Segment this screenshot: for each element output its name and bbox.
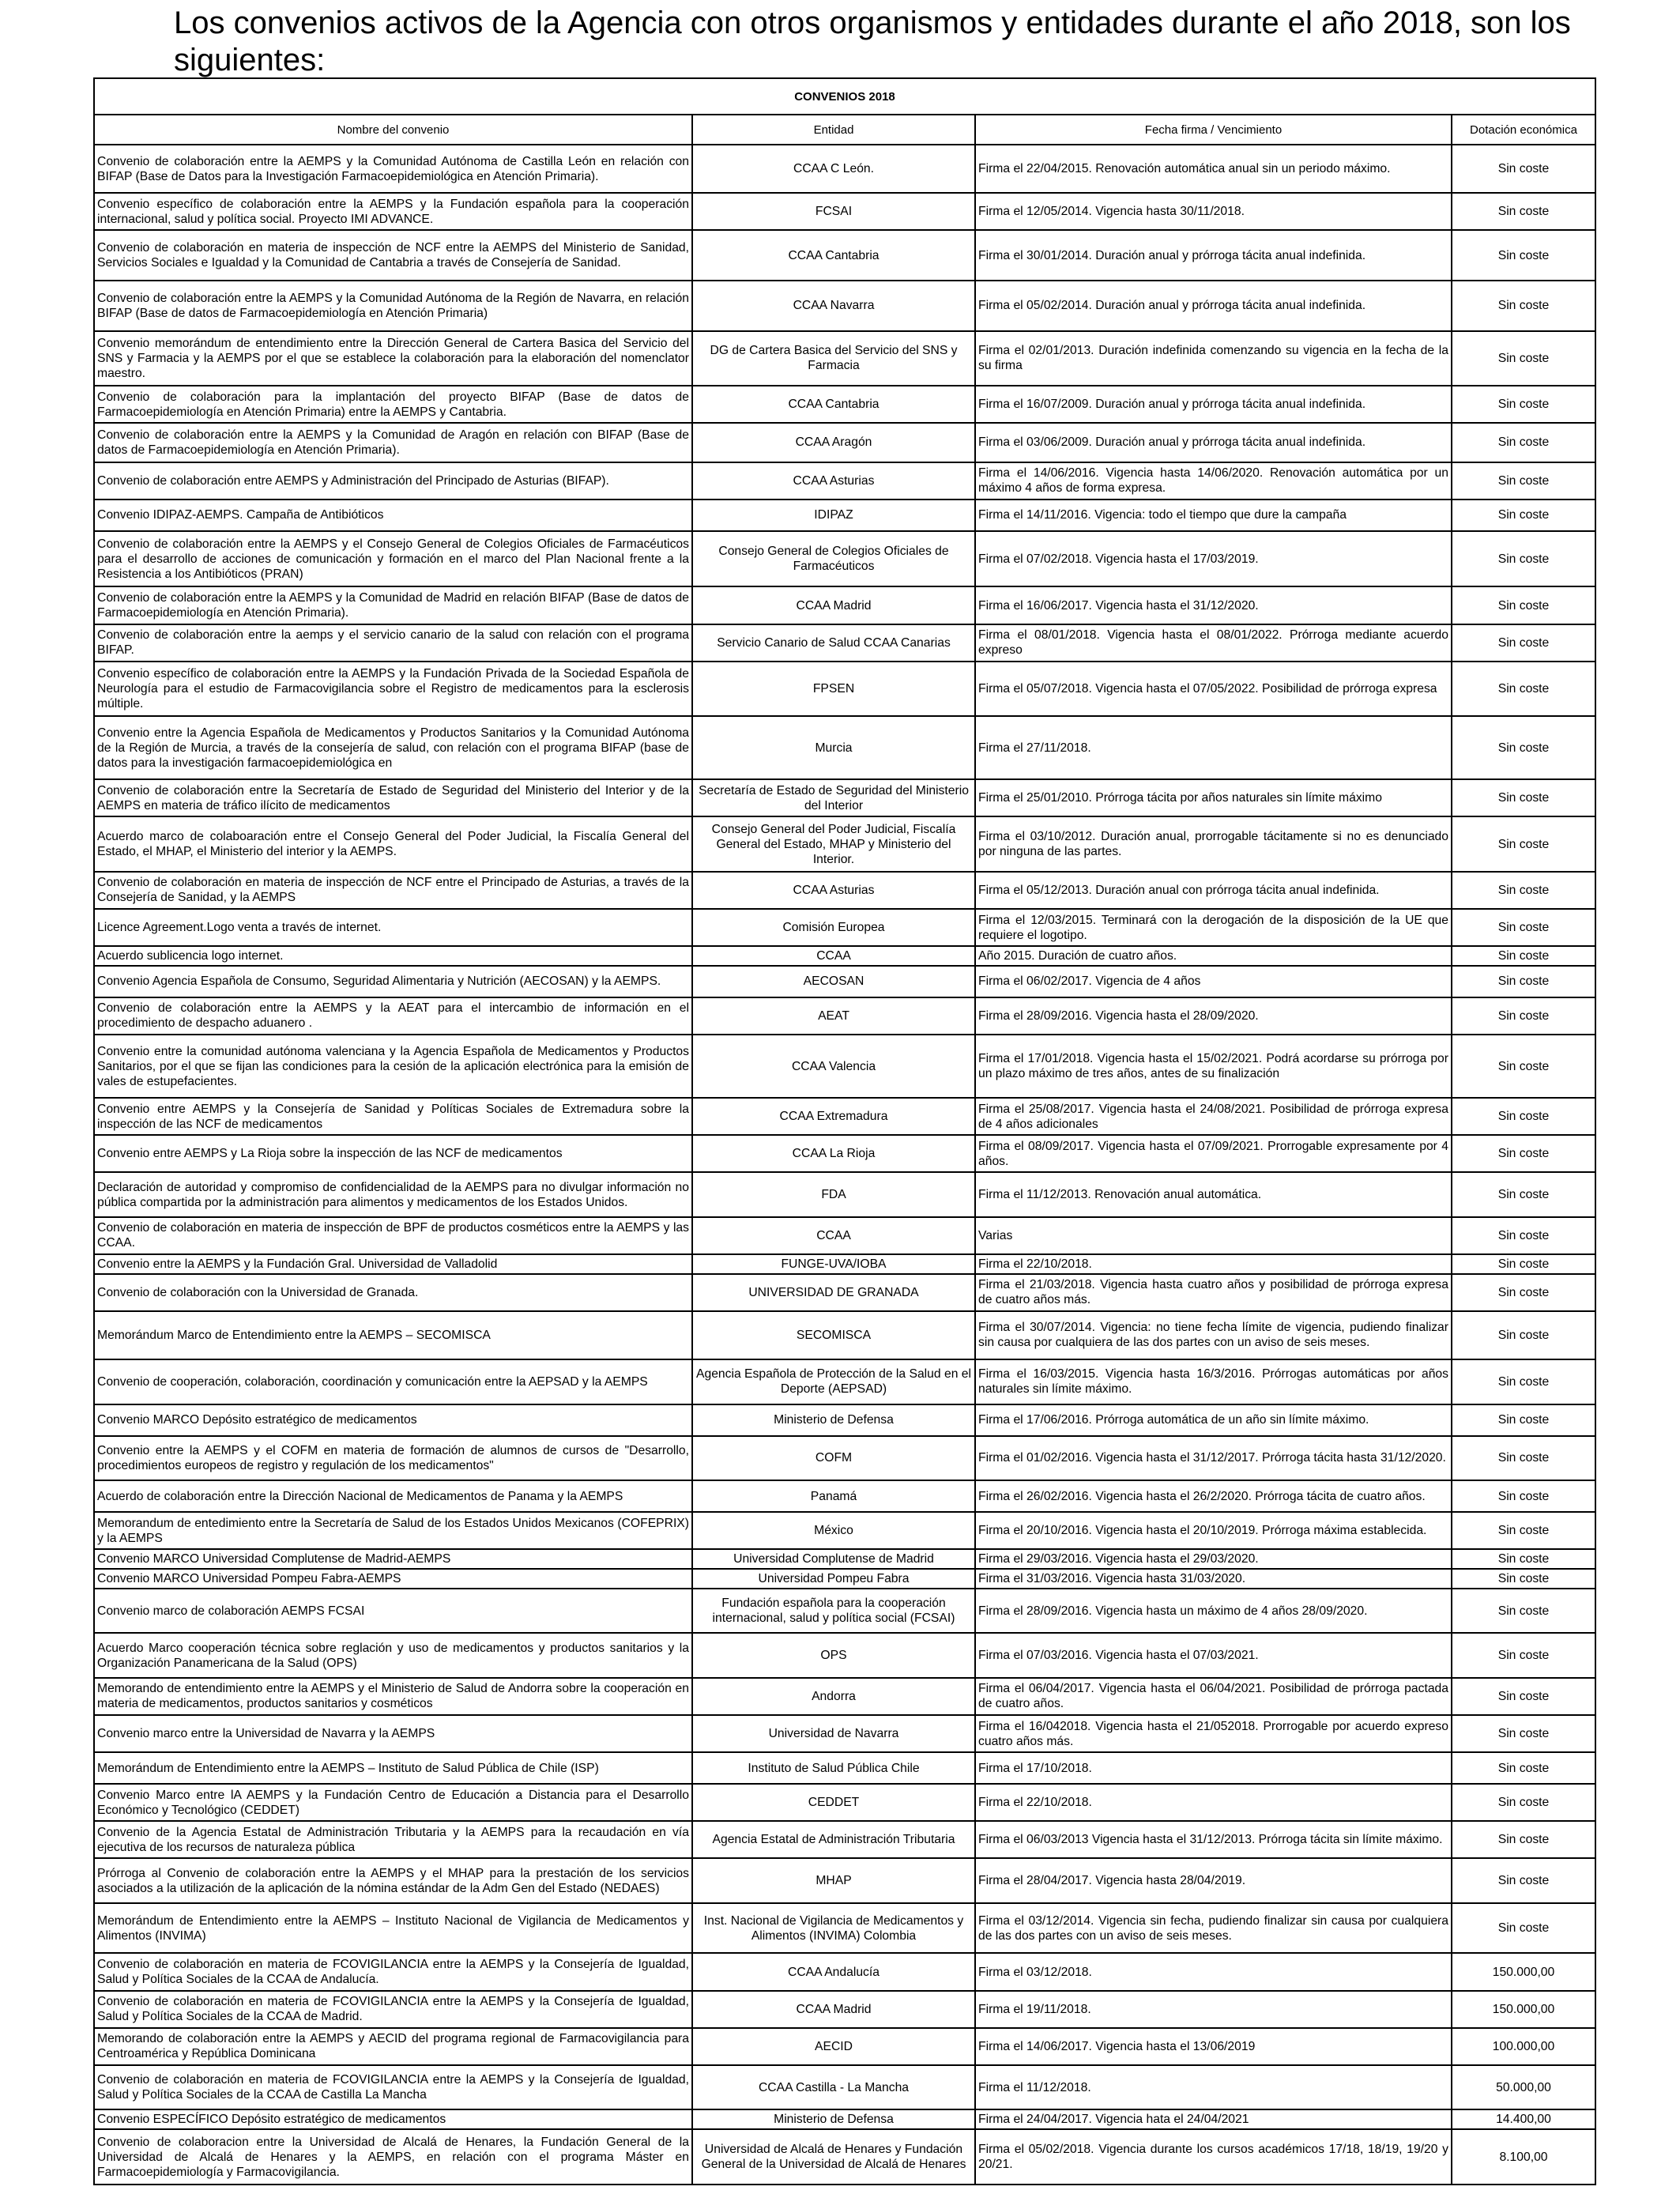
cell-convenio: Convenio de colaboración entre la aemps y el servicio canario de la salud con relación con el programa BIFAP. [94,624,692,662]
cell-convenio: Convenio de colaboración entre la Secretaría de Estado de Seguridad del Ministerio del Interior y de la AEMPS en materia de tráfico ilícito de medicamentos [94,779,692,816]
cell-dotacion: Sin coste [1452,1135,1595,1172]
cell-entidad: FDA [692,1172,975,1217]
cell-dotacion: Sin coste [1452,281,1595,331]
table-row [94,624,1595,662]
cell-entidad: CCAA La Rioja [692,1135,975,1172]
cell-entidad: OPS [692,1633,975,1678]
cell-fecha: Firma el 06/04/2017. Vigencia hasta el 06/04/2021. Posibilidad de prórroga pactada de cuatro años. [975,1678,1452,1715]
cell-entidad: COFM [692,1436,975,1481]
cell-entidad: CCAA C León. [692,145,975,193]
cell-convenio: Convenio marco de colaboración AEMPS FCSAI [94,1589,692,1634]
table-row [94,586,1595,624]
cell-convenio: Acuerdo marco de colaboaración entre el Consejo General del Poder Judicial, la Fiscalía General del Estado, el MHAP, el Ministerio del interior y la AEMPS. [94,816,692,872]
cell-convenio: Convenio Marco entre lA AEMPS y la Fundación Centro de Educación a Distancia para el Desarrollo Económico y Tecnológico (CEDDET) [94,1784,692,1821]
cell-dotacion: 150.000,00 [1452,1953,1595,1990]
cell-convenio: Convenio marco entre la Universidad de Navarra y la AEMPS [94,1715,692,1752]
cell-entidad: UNIVERSIDAD DE GRANADA [692,1274,975,1311]
cell-entidad: Consejo General del Poder Judicial, Fiscalía General del Estado, MHAP y Ministerio del Interior. [692,816,975,872]
table-row [94,1436,1595,1481]
cell-convenio: Convenio entre la AEMPS y el COFM en materia de formación de alumnos de cursos de "Desarrollo, procedimientos europeos de registro y regulación de los medicamentos" [94,1436,692,1481]
cell-dotacion: Sin coste [1452,1715,1595,1752]
cell-convenio: Convenio de colaboración entre AEMPS y Administración del Principado de Asturias (BIFAP). [94,462,692,499]
cell-entidad: CCAA [692,1217,975,1254]
table-row [94,966,1595,997]
cell-fecha: Firma el 30/07/2014. Vigencia: no tiene fecha límite de vigencia, pudiendo finalizar sin causa por cualquiera de las dos partes con un aviso de seis meses. [975,1311,1452,1359]
cell-dotacion: Sin coste [1452,531,1595,587]
cell-dotacion: Sin coste [1452,909,1595,946]
table-row [94,499,1595,531]
cell-entidad: DG de Cartera Basica del Servicio del SNS y Farmacia [692,331,975,386]
cell-dotacion: Sin coste [1452,1436,1595,1481]
cell-entidad: Universidad Pompeu Fabra [692,1569,975,1589]
cell-convenio: Convenio de cooperación, colaboración, coordinación y comunicación entre la AEPSAD y la AEMPS [94,1359,692,1404]
cell-convenio: Convenio de colaboración con la Universidad de Granada. [94,1274,692,1311]
cell-convenio: Memorando de colaboración entre la AEMPS y AECID del programa regional de Farmacovigilancia para Centroamérica y República Dominicana [94,2028,692,2065]
cell-dotacion: Sin coste [1452,586,1595,624]
cell-convenio: Convenio MARCO Universidad Complutense de Madrid-AEMPS [94,1549,692,1569]
cell-fecha: Firma el 26/02/2016. Vigencia hasta el 26/2/2020. Prórroga tácita de cuatro años. [975,1480,1452,1512]
header-fecha: Fecha firma / Vencimiento [975,115,1452,145]
cell-convenio: Convenio de colaboración entre la AEMPS y la Comunidad de Madrid en relación BIFAP (Base de datos de Farmacoepidemiología en Atención Primaria). [94,586,692,624]
cell-dotacion: Sin coste [1452,1359,1595,1404]
table-row [94,1135,1595,1172]
table-title: CONVENIOS 2018 [94,78,1595,115]
agreements-table [93,77,1596,2185]
cell-fecha: Firma el 05/12/2013. Duración anual con prórroga tácita anual indefinida. [975,872,1452,909]
cell-dotacion: Sin coste [1452,462,1595,499]
cell-dotacion: Sin coste [1452,145,1595,193]
cell-dotacion: Sin coste [1452,946,1595,966]
cell-convenio: Memorándum de Entendimiento entre la AEMPS – Instituto de Salud Pública de Chile (ISP) [94,1752,692,1784]
cell-convenio: Memorándum de Entendimiento entre la AEMPS – Instituto Nacional de Vigilancia de Medicamentos y Alimentos (INVIMA) [94,1903,692,1954]
intro-text: Los convenios activos de la Agencia con otros organismos y entidades durante el año 2018, son los siguientes: [174,6,1571,77]
table-row [94,1991,1595,2028]
table-row [94,1172,1595,1217]
cell-fecha: Firma el 28/09/2016. Vigencia hasta el 28/09/2020. [975,997,1452,1035]
cell-convenio: Convenio IDIPAZ-AEMPS. Campaña de Antibióticos [94,499,692,531]
cell-entidad: CCAA Andalucía [692,1953,975,1990]
table-row [94,2028,1595,2065]
cell-fecha: Firma el 12/03/2015. Terminará con la derogación de la disposición de la UE que requiere el logotipo. [975,909,1452,946]
cell-convenio: Convenio entre la Agencia Española de Medicamentos y Productos Sanitarios y la Comunidad Autónoma de la Región de Murcia, a través de la consejería de salud, con relación con el programa BIFAP (base de datos para la investigación farmacoepidemiológica en [94,716,692,779]
cell-convenio: Convenio de colaboración en materia de inspección de NCF entre la AEMPS del Ministerio de Sanidad, Servicios Sociales e Igualdad y la Comunidad de Cantabria a través de Consejería de Sanidad. [94,230,692,281]
cell-dotacion: Sin coste [1452,1589,1595,1634]
table-row [94,1821,1595,1858]
cell-fecha: Varias [975,1217,1452,1254]
cell-fecha: Firma el 06/03/2013 Vigencia hasta el 31/12/2013. Prórroga tácita sin límite máximo. [975,1821,1452,1858]
table-row [94,2129,1595,2185]
cell-entidad: Fundación española para la cooperación internacional, salud y política social (FCSAI) [692,1589,975,1634]
cell-fecha: Firma el 27/11/2018. [975,716,1452,779]
table-row [94,1512,1595,1549]
cell-dotacion: Sin coste [1452,1678,1595,1715]
cell-entidad: Comisión Europea [692,909,975,946]
header-convenio: Nombre del convenio [94,115,692,145]
cell-entidad: Instituto de Salud Pública Chile [692,1752,975,1784]
table-row [94,531,1595,587]
cell-fecha: Firma el 16/06/2017. Vigencia hasta el 31/12/2020. [975,586,1452,624]
table-row [94,1549,1595,1569]
table-row [94,997,1595,1035]
table-row [94,1953,1595,1990]
cell-dotacion: 14.400,00 [1452,2109,1595,2129]
cell-entidad: Agencia Estatal de Administración Tributaria [692,1821,975,1858]
table-row [94,281,1595,331]
cell-entidad: IDIPAZ [692,499,975,531]
cell-dotacion: Sin coste [1452,1172,1595,1217]
cell-fecha: Año 2015. Duración de cuatro años. [975,946,1452,966]
cell-dotacion: Sin coste [1452,1633,1595,1678]
cell-convenio: Convenio de colaboración en materia de inspección de BPF de productos cosméticos entre la AEMPS y las CCAA. [94,1217,692,1254]
table-row [94,1752,1595,1784]
cell-dotacion: Sin coste [1452,193,1595,230]
cell-convenio: Acuerdo de colaboración entre la Dirección Nacional de Medicamentos de Panama y la AEMPS [94,1480,692,1512]
table-row [94,331,1595,386]
cell-convenio: Acuerdo sublicencia logo internet. [94,946,692,966]
cell-convenio: Convenio de colaboración en materia de inspección de NCF entre el Principado de Asturias, a través de la Consejería de Sanidad, y la AEMPS [94,872,692,909]
cell-fecha: Firma el 07/03/2016. Vigencia hasta el 07/03/2021. [975,1633,1452,1678]
table-row [94,716,1595,779]
table-row [94,1715,1595,1752]
table-row [94,1217,1595,1254]
table-row [94,1254,1595,1274]
cell-dotacion: Sin coste [1452,1480,1595,1512]
cell-dotacion: Sin coste [1452,1858,1595,1903]
cell-dotacion: 8.100,00 [1452,2129,1595,2185]
table-row [94,946,1595,966]
cell-convenio: Convenio de colaboración entre la AEMPS y la Comunidad de Aragón en relación con BIFAP (Base de datos de Farmacoepidemiología en Atención Primaria). [94,423,692,462]
cell-entidad: CCAA Cantabria [692,230,975,281]
cell-dotacion: Sin coste [1452,779,1595,816]
cell-fecha: Firma el 16/07/2009. Duración anual y prórroga tácita anual indefinida. [975,386,1452,423]
cell-convenio: Memorando de entendimiento entre la AEMPS y el Ministerio de Salud de Andorra sobre la cooperación en materia de medicamentos, productos sanitarios y cosméticos [94,1678,692,1715]
cell-dotacion: 100.000,00 [1452,2028,1595,2065]
cell-entidad: Andorra [692,1678,975,1715]
table-row [94,1035,1595,1098]
cell-entidad: Ministerio de Defensa [692,1404,975,1436]
cell-entidad: Ministerio de Defensa [692,2109,975,2129]
table-row [94,193,1595,230]
table-row [94,462,1595,499]
cell-convenio: Convenio entre la comunidad autónoma valenciana y la Agencia Española de Medicamentos y Productos Sanitarios, por el que se fijan las condiciones para la cesión de la aplicación electrónica para la emisión de vales de estupefacientes. [94,1035,692,1098]
cell-dotacion: Sin coste [1452,1549,1595,1569]
cell-entidad: CCAA Asturias [692,462,975,499]
cell-convenio: Convenio MARCO Universidad Pompeu Fabra-AEMPS [94,1569,692,1589]
table-row [94,779,1595,816]
cell-fecha: Firma el 12/05/2014. Vigencia hasta 30/11/2018. [975,193,1452,230]
cell-entidad: Secretaría de Estado de Seguridad del Ministerio del Interior [692,779,975,816]
cell-dotacion: Sin coste [1452,1404,1595,1436]
cell-dotacion: Sin coste [1452,816,1595,872]
cell-convenio: Declaración de autoridad y compromiso de confidencialidad de la AEMPS para no divulgar información no pública compartida por la administración para alimentos y medicamentos de los Estados Unidos. [94,1172,692,1217]
cell-entidad: CCAA Asturias [692,872,975,909]
cell-fecha: Firma el 01/02/2016. Vigencia hasta el 31/12/2017. Prórroga tácita hasta 31/12/2020. [975,1436,1452,1481]
cell-convenio: Convenio Agencia Española de Consumo, Seguridad Alimentaria y Nutrición (AECOSAN) y la AEMPS. [94,966,692,997]
cell-fecha: Firma el 21/03/2018. Vigencia hasta cuatro años y posibilidad de prórroga expresa de cuatro años más. [975,1274,1452,1311]
cell-dotacion: Sin coste [1452,1903,1595,1954]
cell-dotacion: Sin coste [1452,423,1595,462]
cell-entidad: CCAA Extremadura [692,1098,975,1135]
cell-dotacion: Sin coste [1452,966,1595,997]
cell-entidad: CEDDET [692,1784,975,1821]
cell-convenio: Convenio de colaboración para la implantación del proyecto BIFAP (Base de datos de Farmacoepidemiología en Atención Primaria) entre la AEMPS y Cantabria. [94,386,692,423]
table-row [94,1359,1595,1404]
cell-dotacion: Sin coste [1452,1752,1595,1784]
cell-fecha: Firma el 22/10/2018. [975,1784,1452,1821]
cell-fecha: Firma el 03/12/2014. Vigencia sin fecha, pudiendo finalizar sin causa por cualquiera de las dos partes con un aviso de seis meses. [975,1903,1452,1954]
cell-dotacion: 50.000,00 [1452,2065,1595,2110]
cell-fecha: Firma el 17/10/2018. [975,1752,1452,1784]
cell-entidad: CCAA Aragón [692,423,975,462]
table-row [94,1098,1595,1135]
cell-dotacion: Sin coste [1452,386,1595,423]
cell-fecha: Firma el 25/08/2017. Vigencia hasta el 24/08/2021. Posibilidad de prórroga expresa de 4 años adicionales [975,1098,1452,1135]
cell-fecha: Firma el 06/02/2017. Vigencia de 4 años [975,966,1452,997]
table-row [94,1311,1595,1359]
cell-fecha: Firma el 17/06/2016. Prórroga automática de un año sin límite máximo. [975,1404,1452,1436]
cell-convenio: Acuerdo Marco cooperación técnica sobre reglación y uso de medicamentos y productos sanitarios y la Organización Panamericana de la Salud (OPS) [94,1633,692,1678]
cell-dotacion: Sin coste [1452,1217,1595,1254]
table-row [94,816,1595,872]
cell-dotacion: Sin coste [1452,230,1595,281]
cell-dotacion: 150.000,00 [1452,1991,1595,2028]
cell-fecha: Firma el 03/12/2018. [975,1953,1452,1990]
cell-dotacion: Sin coste [1452,1821,1595,1858]
table-row [94,2109,1595,2129]
cell-entidad: SECOMISCA [692,1311,975,1359]
table-row [94,1404,1595,1436]
cell-convenio: Prórroga al Convenio de colaboración entre la AEMPS y el MHAP para la prestación de los servicios asociados a la utilización de la aplicación de la nómina estándar de la Adm Gen del Estado (NEDAES) [94,1858,692,1903]
cell-convenio: Convenio de colaboración en materia de FCOVIGILANCIA entre la AEMPS y la Consejería de Igualdad, Salud y Política Sociales de la CCAA de Castilla La Mancha [94,2065,692,2110]
cell-convenio: Convenio entre la AEMPS y la Fundación Gral. Universidad de Valladolid [94,1254,692,1274]
cell-entidad: CCAA Valencia [692,1035,975,1098]
cell-fecha: Firma el 08/09/2017. Vigencia hasta el 07/09/2021. Prorrogable expresamente por 4 años. [975,1135,1452,1172]
table-row [94,1480,1595,1512]
cell-convenio: Convenio de colaboración en materia de FCOVIGILANCIA entre la AEMPS y la Consejería de Igualdad, Salud y Política Sociales de la CCAA de Madrid. [94,1991,692,2028]
table-row [94,872,1595,909]
cell-fecha: Firma el 07/02/2018. Vigencia hasta el 17/03/2019. [975,531,1452,587]
cell-dotacion: Sin coste [1452,662,1595,717]
cell-convenio: Convenio de colaboración entre la AEMPS y el Consejo General de Colegios Oficiales de Farmacéuticos para el desarrollo de acciones de comunicación y formación en el marco del Plan Nacional frente a la Resistencia a los Antibióticos (PRAN) [94,531,692,587]
cell-dotacion: Sin coste [1452,997,1595,1035]
cell-dotacion: Sin coste [1452,716,1595,779]
cell-dotacion: Sin coste [1452,1512,1595,1549]
cell-entidad: FCSAI [692,193,975,230]
cell-convenio: Convenio de colaboración entre la AEMPS y la Comunidad Autónoma de Castilla León en relación con BIFAP (Base de Datos para la Investigación Farmacoepidemiológica en Atención Primaria). [94,145,692,193]
table-row [94,1678,1595,1715]
cell-fecha: Firma el 05/02/2018. Vigencia durante los cursos académicos 17/18, 18/19, 19/20 y 20/21. [975,2129,1452,2185]
cell-fecha: Firma el 30/01/2014. Duración anual y prórroga tácita anual indefinida. [975,230,1452,281]
table-row [94,230,1595,281]
cell-convenio: Memorándum Marco de Entendimiento entre la AEMPS – SECOMISCA [94,1311,692,1359]
cell-fecha: Firma el 28/09/2016. Vigencia hasta un máximo de 4 años 28/09/2020. [975,1589,1452,1634]
cell-dotacion: Sin coste [1452,1569,1595,1589]
table-row [94,2065,1595,2110]
cell-entidad: Universidad Complutense de Madrid [692,1549,975,1569]
cell-entidad: Universidad de Navarra [692,1715,975,1752]
cell-fecha: Firma el 11/12/2013. Renovación anual automática. [975,1172,1452,1217]
cell-fecha: Firma el 31/03/2016. Vigencia hasta 31/03/2020. [975,1569,1452,1589]
cell-entidad: AECOSAN [692,966,975,997]
cell-fecha: Firma el 25/01/2010. Prórroga tácita por años naturales sin límite máximo [975,779,1452,816]
cell-fecha: Firma el 24/04/2017. Vigencia hata el 24/04/2021 [975,2109,1452,2129]
cell-entidad: Agencia Española de Protección de la Salud en el Deporte (AEPSAD) [692,1359,975,1404]
cell-entidad: Universidad de Alcalá de Henares y Fundación General de la Universidad de Alcalá de Henares [692,2129,975,2185]
header-entidad: Entidad [692,115,975,145]
cell-fecha: Firma el 11/12/2018. [975,2065,1452,2110]
cell-convenio: Convenio entre AEMPS y La Rioja sobre la inspección de las NCF de medicamentos [94,1135,692,1172]
table-row [94,1903,1595,1954]
cell-convenio: Convenio específico de colaboración entre la AEMPS y la Fundación Privada de la Sociedad Española de Neurología para el estudio de Farmacovigilancia sobre el Registro de medicamentos para la esclerosis múltiple. [94,662,692,717]
cell-fecha: Firma el 03/10/2012. Duración anual, prorrogable tácitamente si no es denunciado por ninguna de las partes. [975,816,1452,872]
cell-convenio: Convenio específico de colaboración entre la AEMPS y la Fundación española para la cooperación internacional, salud y política social. Proyecto IMI ADVANCE. [94,193,692,230]
cell-entidad: México [692,1512,975,1549]
table-row [94,909,1595,946]
table-row [94,1589,1595,1634]
cell-fecha: Firma el 05/07/2018. Vigencia hasta el 07/05/2022. Posibilidad de prórroga expresa [975,662,1452,717]
cell-convenio: Convenio de colaboración en materia de FCOVIGILANCIA entre la AEMPS y la Consejería de Igualdad, Salud y Política Sociales de la CCAA de Andalucía. [94,1953,692,1990]
cell-entidad: Inst. Nacional de Vigilancia de Medicamentos y Alimentos (INVIMA) Colombia [692,1903,975,1954]
table-row [94,386,1595,423]
table-row [94,1274,1595,1311]
cell-fecha: Firma el 16/042018. Vigencia hasta el 21/052018. Prorrogable por acuerdo expreso cuatro años más. [975,1715,1452,1752]
cell-dotacion: Sin coste [1452,1784,1595,1821]
cell-dotacion: Sin coste [1452,1098,1595,1135]
agreements-table-wrapper [93,77,1595,2185]
cell-entidad: AEAT [692,997,975,1035]
cell-dotacion: Sin coste [1452,1254,1595,1274]
cell-entidad: CCAA Cantabria [692,386,975,423]
cell-convenio: Convenio entre AEMPS y la Consejería de Sanidad y Políticas Sociales de Extremadura sobre la inspección de las NCF de medicamentos [94,1098,692,1135]
cell-dotacion: Sin coste [1452,1035,1595,1098]
cell-convenio: Licence Agreement.Logo venta a través de internet. [94,909,692,946]
cell-convenio: Convenio MARCO Depósito estratégico de medicamentos [94,1404,692,1436]
cell-fecha: Firma el 17/01/2018. Vigencia hasta el 15/02/2021. Podrá acordarse su prórroga por un plazo máximo de tres años, antes de su finalización [975,1035,1452,1098]
cell-convenio: Memorandum de entedimiento entre la Secretaría de Salud de los Estados Unidos Mexicanos (COFEPRIX) y la AEMPS [94,1512,692,1549]
table-row [94,1858,1595,1903]
cell-fecha: Firma el 03/06/2009. Duración anual y prórroga tácita anual indefinida. [975,423,1452,462]
cell-convenio: Convenio de colaboración entre la AEMPS y la AEAT para el intercambio de información en el procedimiento de despacho aduanero . [94,997,692,1035]
cell-entidad: CCAA [692,946,975,966]
cell-convenio: Convenio de colaboración entre la AEMPS y la Comunidad Autónoma de la Región de Navarra, en relación BIFAP (Base de datos de Farmacoepidemiología en Atención Primaria) [94,281,692,331]
cell-fecha: Firma el 14/06/2016. Vigencia hasta 14/06/2020. Renovación automática por un máximo 4 años de forma expresa. [975,462,1452,499]
cell-entidad: Consejo General de Colegios Oficiales de Farmacéuticos [692,531,975,587]
cell-entidad: CCAA Castilla - La Mancha [692,2065,975,2110]
cell-dotacion: Sin coste [1452,624,1595,662]
table-row [94,423,1595,462]
cell-fecha: Firma el 20/10/2016. Vigencia hasta el 20/10/2019. Prórroga máxima establecida. [975,1512,1452,1549]
cell-fecha: Firma el 14/06/2017. Vigencia hasta el 13/06/2019 [975,2028,1452,2065]
table-row [94,145,1595,193]
cell-entidad: Panamá [692,1480,975,1512]
cell-dotacion: Sin coste [1452,331,1595,386]
cell-fecha: Firma el 22/10/2018. [975,1254,1452,1274]
cell-fecha: Firma el 29/03/2016. Vigencia hasta el 29/03/2020. [975,1549,1452,1569]
cell-entidad: Murcia [692,716,975,779]
table-row [94,662,1595,717]
table-row [94,1569,1595,1589]
cell-dotacion: Sin coste [1452,499,1595,531]
cell-entidad: CCAA Navarra [692,281,975,331]
cell-dotacion: Sin coste [1452,1311,1595,1359]
cell-dotacion: Sin coste [1452,872,1595,909]
header-dotacion: Dotación económica [1452,115,1595,145]
cell-fecha: Firma el 22/04/2015. Renovación automática anual sin un periodo máximo. [975,145,1452,193]
cell-fecha: Firma el 05/02/2014. Duración anual y prórroga tácita anual indefinida. [975,281,1452,331]
cell-entidad: CCAA Madrid [692,586,975,624]
cell-convenio: Convenio ESPECÍFICO Depósito estratégico de medicamentos [94,2109,692,2129]
cell-entidad: FPSEN [692,662,975,717]
cell-dotacion: Sin coste [1452,1274,1595,1311]
table-row [94,1784,1595,1821]
cell-fecha: Firma el 08/01/2018. Vigencia hasta el 08/01/2022. Prórroga mediante acuerdo expreso [975,624,1452,662]
cell-fecha: Firma el 16/03/2015. Vigencia hasta 16/3/2016. Prórrogas automáticas por años naturales sin límite máximo. [975,1359,1452,1404]
cell-fecha: Firma el 02/01/2013. Duración indefinida comenzando su vigencia en la fecha de la su firma [975,331,1452,386]
cell-convenio: Convenio de la Agencia Estatal de Administración Tributaria y la AEMPS para la recaudación en vía ejecutiva de los recursos de naturaleza pública [94,1821,692,1858]
cell-entidad: CCAA Madrid [692,1991,975,2028]
table-body [94,145,1595,2185]
cell-entidad: FUNGE-UVA/IOBA [692,1254,975,1274]
cell-fecha: Firma el 14/11/2016. Vigencia: todo el tiempo que dure la campaña [975,499,1452,531]
table-row [94,1633,1595,1678]
cell-fecha: Firma el 19/11/2018. [975,1991,1452,2028]
cell-convenio: Convenio de colaboracion entre la Universidad de Alcalá de Henares, la Fundación General de la Universidad de Alcalá de Henares y la AEMPS, en relación con el programa Máster en Farmacoepidemiología y Farmacovigilancia. [94,2129,692,2185]
cell-entidad: MHAP [692,1858,975,1903]
cell-convenio: Convenio memorándum de entendimiento entre la Dirección General de Cartera Basica del Servicio del SNS y Farmacia y la AEMPS por el que se establece la colaboración para la elaboración del nomenclator maestro. [94,331,692,386]
cell-entidad: AECID [692,2028,975,2065]
cell-fecha: Firma el 28/04/2017. Vigencia hasta 28/04/2019. [975,1858,1452,1903]
cell-entidad: Servicio Canario de Salud CCAA Canarias [692,624,975,662]
